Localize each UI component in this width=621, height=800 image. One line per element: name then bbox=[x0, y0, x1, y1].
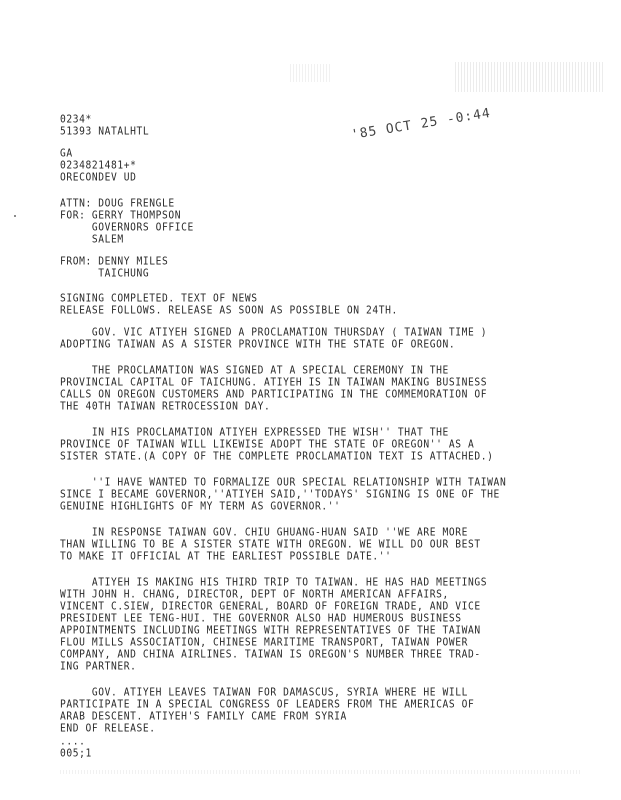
for-line: SALEM bbox=[60, 234, 124, 246]
body-line: ING PARTNER. bbox=[60, 661, 137, 673]
body-line: THE PROCLAMATION WAS SIGNED AT A SPECIAL CEREMONY IN THE bbox=[60, 365, 449, 377]
body-line: SINCE I BECAME GOVERNOR,''ATIYEH SAID,''TODAYS' SIGNING IS ONE OF THE bbox=[60, 489, 500, 501]
body-line: SIGNING COMPLETED. TEXT OF NEWS bbox=[60, 293, 258, 305]
sender-code: 51393 NATALHTL bbox=[60, 126, 150, 138]
body-line: FLOU MILLS ASSOCIATION, CHINESE MARITIME TRANSPORT, TAIWAN POWER bbox=[60, 637, 469, 649]
body-line: SISTER STATE.(A COPY OF THE COMPLETE PROCLAMATION TEXT IS ATTACHED.) bbox=[60, 451, 494, 463]
body-line: PROVINCE OF TAIWAN WILL LIKEWISE ADOPT THE STATE OF OREGON'' AS A bbox=[60, 439, 475, 451]
body-line: GOV. ATIYEH LEAVES TAIWAN FOR DAMASCUS, SYRIA WHERE HE WILL bbox=[60, 687, 469, 699]
body-line: GENUINE HIGHLIGHTS OF MY TERM AS GOVERNOR.'' bbox=[60, 501, 341, 513]
body-line: TO MAKE IT OFFICIAL AT THE EARLIEST POSSIBLE DATE.'' bbox=[60, 551, 392, 563]
scan-noise-top-mid bbox=[290, 64, 330, 82]
body-line: GOV. VIC ATIYEH SIGNED A PROCLAMATION THURSDAY ( TAIWAN TIME ) bbox=[60, 327, 488, 339]
message-id: 0234* bbox=[60, 114, 92, 126]
routing-line: GA bbox=[60, 148, 73, 160]
body-line: ARAB DESCENT. ATIYEH'S FAMILY CAME FROM SYRIA bbox=[60, 711, 347, 723]
for-line: GOVERNORS OFFICE bbox=[60, 222, 194, 234]
body-line: ''I HAVE WANTED TO FORMALIZE OUR SPECIAL RELATIONSHIP WITH TAIWAN bbox=[60, 477, 507, 489]
body-line: VINCENT C.SIEW, DIRECTOR GENERAL, BOARD OF FOREIGN TRADE, AND VICE bbox=[60, 601, 481, 613]
body-line: RELEASE FOLLOWS. RELEASE AS SOON AS POSSIBLE ON 24TH. bbox=[60, 305, 398, 317]
date-stamp: '85 OCT 25 -0:44 bbox=[350, 105, 492, 143]
body-line: PRESIDENT LEE TENG-HUI. THE GOVERNOR ALSO HAD HUMEROUS BUSINESS bbox=[60, 613, 462, 625]
from-line: TAICHUNG bbox=[60, 268, 150, 280]
body-line: APPOINTMENTS INCLUDING MEETINGS WITH REPRESENTATIVES OF THE TAIWAN bbox=[60, 625, 481, 637]
footer-code: 005;1 bbox=[60, 748, 92, 760]
from-line: FROM: DENNY MILES bbox=[60, 256, 169, 268]
scan-noise-top-right bbox=[455, 62, 605, 92]
body-line: PARTICIPATE IN A SPECIAL CONGRESS OF LEADERS FROM THE AMERICAS OF bbox=[60, 699, 475, 711]
body-line: CALLS ON OREGON CUSTOMERS AND PARTICIPATING IN THE COMMEMORATION OF bbox=[60, 389, 488, 401]
scan-noise-bottom bbox=[60, 770, 580, 774]
body-line: ATIYEH IS MAKING HIS THIRD TRIP TO TAIWAN. HE HAS HAD MEETINGS bbox=[60, 577, 488, 589]
body-line: IN HIS PROCLAMATION ATIYEH EXPRESSED THE WISH'' THAT THE bbox=[60, 427, 449, 439]
for-line: FOR: GERRY THOMPSON bbox=[60, 210, 182, 222]
routing-line: ORECONDEV UD bbox=[60, 172, 137, 184]
scan-dot bbox=[14, 215, 16, 217]
body-line: ADOPTING TAIWAN AS A SISTER PROVINCE WITH THE STATE OF OREGON. bbox=[60, 339, 456, 351]
attn-line: ATTN: DOUG FRENGLE bbox=[60, 198, 175, 210]
body-line: WITH JOHN H. CHANG, DIRECTOR, DEPT OF NORTH AMERICAN AFFAIRS, bbox=[60, 589, 449, 601]
body-line: IN RESPONSE TAIWAN GOV. CHIU GHUANG-HUAN SAID ''WE ARE MORE bbox=[60, 527, 469, 539]
body-line: PROVINCIAL CAPITAL OF TAICHUNG. ATIYEH IS IN TAIWAN MAKING BUSINESS bbox=[60, 377, 488, 389]
body-line: COMPANY, AND CHINA AIRLINES. TAIWAN IS OREGON'S NUMBER THREE TRAD- bbox=[60, 649, 481, 661]
routing-line: 0234821481+* bbox=[60, 160, 137, 172]
footer-dots: .... bbox=[60, 736, 86, 748]
end-of-release: END OF RELEASE. bbox=[60, 723, 156, 735]
body-line: THAN WILLING TO BE A SISTER STATE WITH OREGON. WE WILL DO OUR BEST bbox=[60, 539, 481, 551]
body-line: THE 40TH TAIWAN RETROCESSION DAY. bbox=[60, 401, 271, 413]
